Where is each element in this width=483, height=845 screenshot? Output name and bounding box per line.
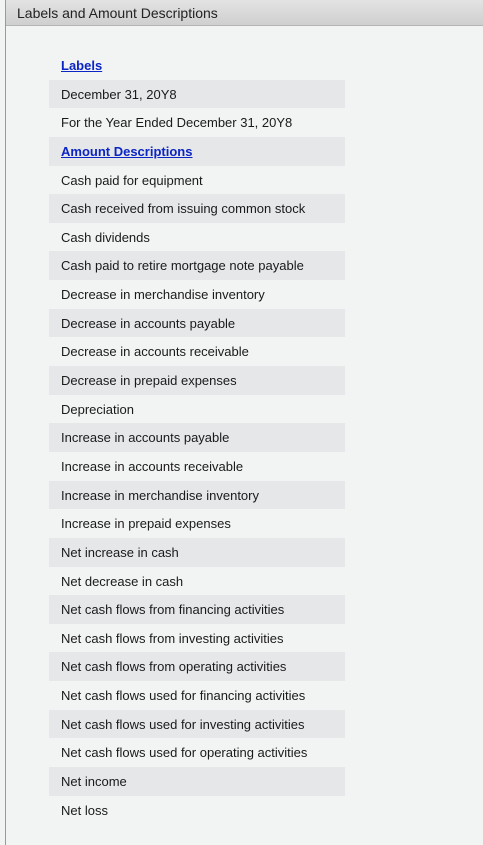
amount-description-item: Net cash flows from financing activities	[49, 595, 345, 624]
amount-description-item: Net cash flows from operating activities	[49, 652, 345, 681]
label-item: December 31, 20Y8	[49, 80, 345, 109]
labels-heading-link[interactable]: Labels	[61, 58, 103, 73]
amount-description-item: Net loss	[61, 802, 108, 818]
amount-description-item: Cash paid for equipment	[61, 172, 203, 188]
amount-description-item: Increase in accounts receivable	[61, 458, 244, 474]
amount-description-item: Net cash flows used for financing activities	[61, 688, 306, 704]
amount-description-item: Net decrease in cash	[61, 573, 184, 589]
panel-title: Labels and Amount Descriptions	[17, 5, 218, 21]
amount-description-item: Decrease in accounts payable	[49, 309, 345, 338]
amount-descriptions-heading-row	[49, 137, 345, 166]
amount-description-item: Cash received from issuing common stock	[49, 194, 345, 223]
amount-description-item: Increase in prepaid expenses	[61, 516, 231, 532]
amount-descriptions-heading-link[interactable]: Amount Descriptions	[61, 143, 193, 159]
amount-description-item: Net cash flows used for investing activities	[49, 710, 345, 739]
amount-description-item: Net cash flows from investing activities	[61, 630, 284, 646]
amount-description-item: Net increase in cash	[49, 538, 345, 567]
amount-description-item: Cash paid to retire mortgage note payable	[49, 251, 345, 280]
amount-description-item: Decrease in merchandise inventory	[61, 287, 265, 303]
labels-panel	[5, 0, 483, 845]
amount-description-item: Cash dividends	[61, 229, 150, 245]
amount-description-item: Increase in merchandise inventory	[49, 481, 345, 510]
amount-description-item: Depreciation	[61, 401, 134, 417]
panel-title-bar	[6, 0, 483, 26]
amount-description-item: Increase in accounts payable	[49, 423, 345, 452]
amount-description-item: Net income	[49, 767, 345, 796]
amount-description-item: Decrease in accounts receivable	[61, 344, 249, 360]
amount-description-item: Net cash flows used for operating activities	[61, 745, 308, 761]
labels-heading-row	[49, 51, 345, 80]
labels-list	[49, 51, 345, 824]
amount-description-item: Decrease in prepaid expenses	[49, 366, 345, 395]
label-item: For the Year Ended December 31, 20Y8	[61, 115, 293, 131]
